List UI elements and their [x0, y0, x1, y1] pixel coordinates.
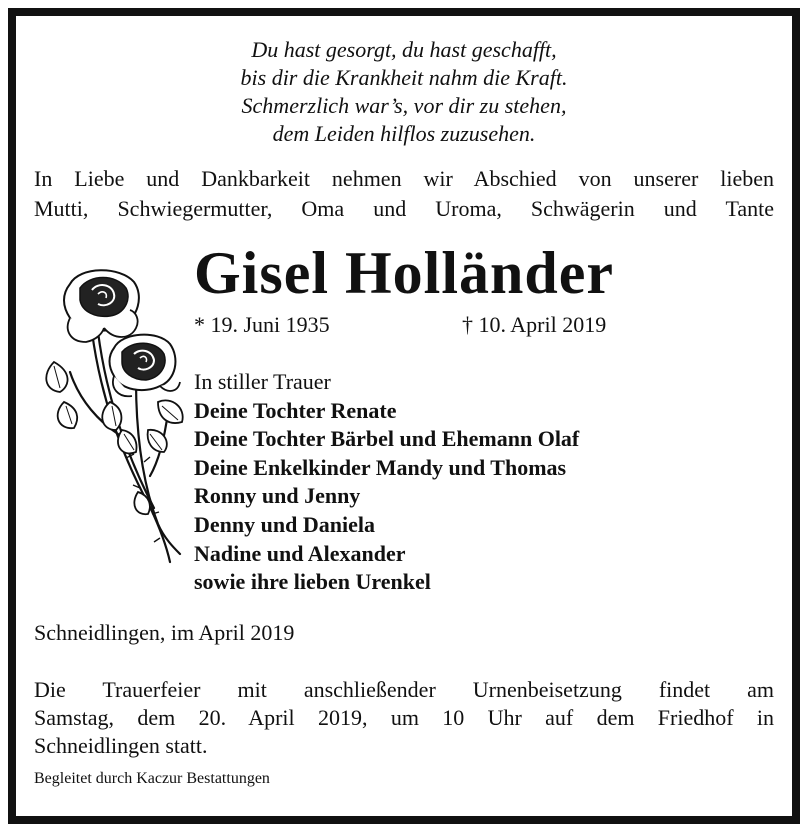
mourners-intro: In stiller Trauer [194, 369, 331, 394]
obituary-frame [8, 8, 800, 824]
poem-line: Schmerzlich war’s, vor dir zu stehen, [241, 93, 567, 118]
funeral-notice [34, 676, 774, 760]
mourner-line: Deine Enkelkinder Mandy und Thomas [194, 454, 567, 480]
funeral-line: Samstag, dem 20. April 2019, um 10 Uhr auf dem Friedhof in [34, 705, 774, 730]
funeral-line: Schneidlingen statt. [34, 733, 208, 758]
deceased-name: Gisel Holländer [194, 240, 614, 306]
mourners-list [194, 368, 579, 597]
poem-line: bis dir die Krankheit nahm die Kraft. [240, 65, 568, 90]
poem [16, 36, 792, 148]
death-date: † 10. April 2019 [462, 312, 607, 337]
poem-line: Du hast gesorgt, du hast geschafft, [251, 37, 557, 62]
intro-line: In Liebe und Dankbarkeit nehmen wir Abschied von unserer lieben [34, 166, 774, 191]
mourner-line: Deine Tochter Bärbel und Ehemann Olaf [194, 426, 580, 452]
funeral-line: Die Trauerfeier mit anschließender Urnenbeisetzung findet am [34, 677, 774, 702]
place-date: Schneidlingen, im April 2019 [34, 620, 295, 645]
undertaker-credit: Begleitet durch Kaczur Bestattungen [34, 770, 270, 787]
mourner-line: Denny und Daniela [194, 511, 375, 537]
roses-illustration-icon [40, 262, 190, 567]
mourner-line: Ronny und Jenny [194, 483, 361, 509]
intro-line: Mutti, Schwiegermutter, Oma und Uroma, Schwägerin und Tante [34, 196, 774, 221]
mourner-line: Deine Tochter Renate [194, 397, 397, 423]
poem-line: dem Leiden hilflos zuzusehen. [272, 121, 536, 146]
birth-date: * 19. Juni 1935 [194, 312, 330, 337]
farewell-intro [34, 164, 774, 224]
mourner-line: sowie ihre lieben Urenkel [194, 569, 431, 595]
mourner-line: Nadine und Alexander [194, 540, 406, 566]
